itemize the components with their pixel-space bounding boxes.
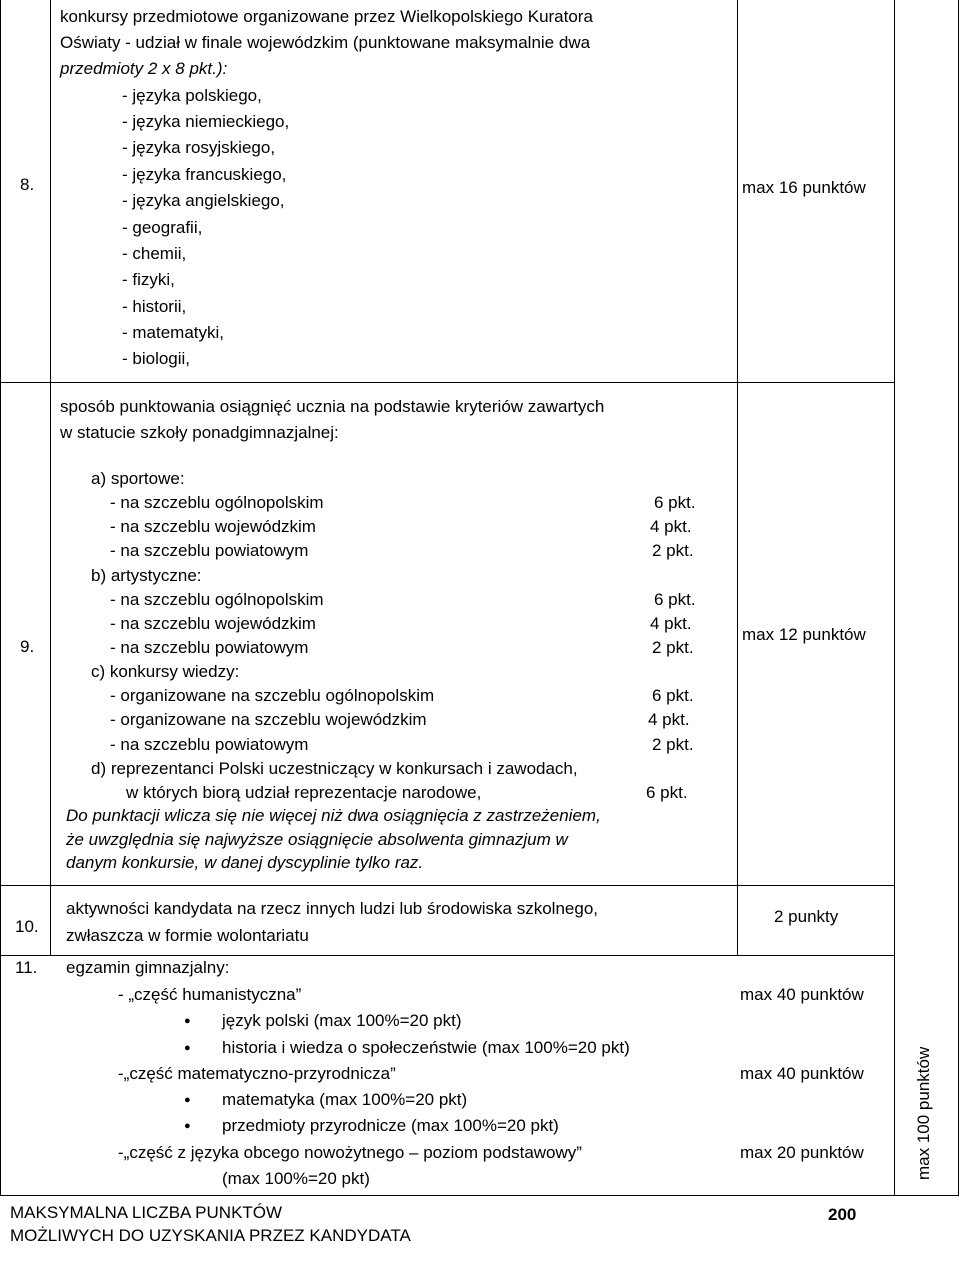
- subject-item: - języka rosyjskiego,: [122, 138, 276, 157]
- subject-item: - języka francuskiego,: [122, 165, 287, 184]
- row-8-line-3: przedmioty 2 x 8 pkt.):: [60, 59, 228, 78]
- side-box-left: [894, 955, 895, 1195]
- subject-item: - historii,: [122, 297, 187, 316]
- table-border-bottom: [0, 1195, 959, 1196]
- subject-item: - fizyki,: [122, 270, 175, 289]
- exam-part-2-item: ● matematyka (max 100%=20 pkt): [222, 1087, 467, 1113]
- subject-item: - matematyki,: [122, 323, 225, 342]
- note-line-2: że uwzględnia się najwyższe osiągnięcie absolwenta gimnazjum w: [66, 830, 568, 849]
- criterion-points: 6 pkt.: [654, 590, 696, 609]
- row-9-intro-2: w statucie szkoły ponadgimnazjalnej:: [60, 423, 339, 442]
- row-divider-8-9: [0, 382, 895, 383]
- exam-part-1: - „część humanistyczna”: [118, 985, 302, 1004]
- criterion-points: 2 pkt.: [652, 735, 694, 754]
- exam-total-vertical: max 100 punktów: [914, 1046, 933, 1180]
- exam-part-3-points: max 20 punktów: [740, 1143, 864, 1162]
- table-col-divider-1: [50, 0, 51, 955]
- section-b-heading: b) artystyczne:: [91, 566, 202, 585]
- section-d-line-1: d) reprezentanci Polski uczestniczący w konkursach i zawodach,: [91, 759, 578, 778]
- criterion-points: 2 pkt.: [652, 638, 694, 657]
- section-c-heading: c) konkursy wiedzy:: [91, 662, 240, 681]
- exam-part-1-item: ● historia i wiedza o społeczeństwie (max 100%=20 pkt): [222, 1035, 630, 1061]
- side-box-right: [958, 0, 959, 1195]
- criterion-points: 4 pkt.: [648, 710, 690, 729]
- section-d-points: 6 pkt.: [646, 783, 688, 802]
- note-line-3: danym konkursie, w danej dyscyplinie tylko raz.: [66, 853, 424, 872]
- subject-item: - chemii,: [122, 244, 187, 263]
- subject-item: - języka angielskiego,: [122, 191, 285, 210]
- criterion-points: 4 pkt.: [650, 614, 692, 633]
- row-10-points: 2 punkty: [774, 907, 839, 926]
- row-11-number: 11.: [15, 958, 38, 977]
- criterion-label: - na szczeblu powiatowym: [110, 638, 309, 657]
- criterion-label: - na szczeblu powiatowym: [110, 541, 309, 560]
- row-8-line-1: konkursy przedmiotowe organizowane przez Wielkopolskiego Kuratora: [60, 7, 593, 26]
- row-10-line-2: zwłaszcza w formie wolontariatu: [66, 926, 309, 945]
- criterion-points: 6 pkt.: [654, 493, 696, 512]
- criterion-label: - organizowane na szczeblu wojewódzkim: [110, 710, 427, 729]
- row-9-intro-1: sposób punktowania osiągnięć ucznia na podstawie kryteriów zawartych: [60, 397, 605, 416]
- subject-item: - języka niemieckiego,: [122, 112, 290, 131]
- criterion-label: - na szczeblu wojewódzkim: [110, 614, 316, 633]
- exam-part-2-points: max 40 punktów: [740, 1064, 864, 1083]
- criterion-points: 2 pkt.: [652, 541, 694, 560]
- note-line-1: Do punktacji wlicza się nie więcej niż dwa osiągnięcia z zastrzeżeniem,: [66, 806, 601, 825]
- subject-item: - geografii,: [122, 218, 203, 237]
- row-8-points: max 16 punktów: [742, 178, 866, 197]
- row-divider-9-10: [0, 885, 895, 886]
- exam-part-3-sub: (max 100%=20 pkt): [222, 1169, 370, 1188]
- table-border-left: [0, 0, 1, 1195]
- criterion-points: 4 pkt.: [650, 517, 692, 536]
- footer-line-2: MOŻLIWYCH DO UZYSKANIA PRZEZ KANDYDATA: [10, 1226, 411, 1245]
- subject-item: - języka polskiego,: [122, 86, 262, 105]
- exam-part-1-item: ● język polski (max 100%=20 pkt): [222, 1008, 462, 1034]
- footer-total: 200: [828, 1205, 857, 1224]
- table-border-right: [894, 0, 895, 955]
- row-10-number: 10.: [15, 917, 39, 936]
- criterion-label: - na szczeblu ogólnopolskim: [110, 590, 324, 609]
- row-8-number: 8.: [20, 175, 35, 194]
- exam-part-2: -„część matematyczno-przyrodnicza”: [118, 1064, 396, 1083]
- criterion-label: - na szczeblu wojewódzkim: [110, 517, 316, 536]
- exam-part-1-points: max 40 punktów: [740, 985, 864, 1004]
- subject-item: - biologii,: [122, 349, 191, 368]
- row-11-title: egzamin gimnazjalny:: [66, 958, 230, 977]
- row-8-line-2: Oświaty - udział w finale wojewódzkim (punktowane maksymalnie dwa: [60, 33, 591, 52]
- exam-part-2-item: ● przedmioty przyrodnicze (max 100%=20 pkt): [222, 1113, 559, 1139]
- criterion-label: - na szczeblu powiatowym: [110, 735, 309, 754]
- criterion-points: 6 pkt.: [652, 686, 694, 705]
- criterion-label: - na szczeblu ogólnopolskim: [110, 493, 324, 512]
- criterion-label: - organizowane na szczeblu ogólnopolskim: [110, 686, 435, 705]
- row-10-line-1: aktywności kandydata na rzecz innych ludzi lub środowiska szkolnego,: [66, 899, 598, 918]
- table-col-divider-2: [737, 0, 738, 955]
- footer-line-1: MAKSYMALNA LICZBA PUNKTÓW: [10, 1203, 283, 1222]
- row-9-points: max 12 punktów: [742, 625, 866, 644]
- row-9-number: 9.: [20, 637, 35, 656]
- section-d-line-2: w których biorą udział reprezentacje narodowe,: [126, 783, 482, 802]
- exam-part-3: -„część z języka obcego nowożytnego – poziom podstawowy”: [118, 1143, 582, 1162]
- section-a-heading: a) sportowe:: [91, 469, 185, 488]
